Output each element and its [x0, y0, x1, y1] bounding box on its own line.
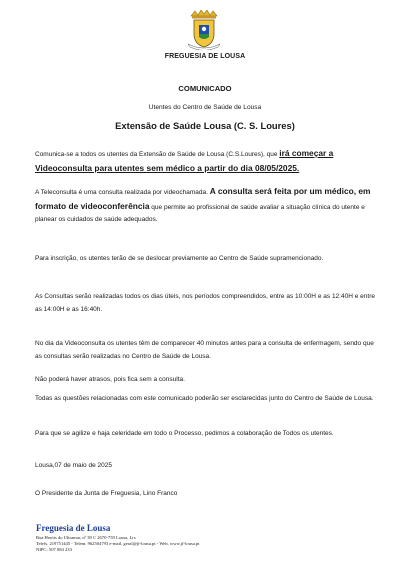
- signature-line: O Presidente da Junta de Freguesia, Lino Franco: [35, 490, 178, 497]
- paragraph-announcement: Comunica-se a todos os utentes da Extensão de Saúde de Lousa (C.S.Loures), que irá começar a Videoconsulta para utentes sem médico a partir do dia 08/05/2025.: [35, 148, 334, 173]
- start-date-highlight: irá começar a Videoconsulta para utentes sem médico a partir do dia 08/05/2025.: [35, 148, 334, 173]
- paragraph-registration: Para inscrição, os utentes terão de se deslocar previamente ao Centro de Saúde supramencionado.: [35, 255, 324, 262]
- document-heading: COMUNICADO: [178, 84, 232, 93]
- footer-contacts: Telefs. 219751445 - Telem. 962504793 e-mail. geral@jf-lousa.pt - Web. www.jf-lousa.pt: [36, 541, 200, 546]
- paragraph-schedule: As Consultas serão realizadas todos os dias úteis, nos períodos compreendidos, entre as 10:00H e as 12:40H e entre as 14:00H e as 16:40h.: [35, 293, 375, 313]
- paragraph-arrival: No dia da Videoconsulta os utentes têm de comparecer 40 minutos antes para a consulta de enfermagem, sendo que as consultas serão realizadas no Centro de Saúde de Lousa.: [35, 340, 374, 360]
- footer-nipc: NIPC: 507 084 233: [36, 547, 72, 552]
- document-subheading: Utentes do Centro de Saúde de Lousa: [148, 104, 262, 111]
- paragraph-collaboration: Para que se agilize e haja celeridade em todo o Processo, pedimos a colaboração de Todos os utentes.: [35, 430, 334, 437]
- paragraph-teleconsulta: A Teleconsulta é uma consulta realizada por videochamada. A consulta será feita por um médico, em formato de videoconferência que permite ao profissional de saúde avaliar a situação clínica do utente e planear os cuidados de saúde adequados.: [35, 186, 371, 224]
- issuer-name: FREGUESIA DE LOUSA: [164, 53, 246, 60]
- footer-organization-name: Freguesia de Lousa: [36, 523, 111, 533]
- date-line: Lousa,07 de maio de 2025: [35, 462, 112, 469]
- paragraph-no-delays: Não poderá haver atrasos, pois fica sem a consulta.: [35, 376, 185, 383]
- coat-of-arms-icon: [187, 10, 221, 50]
- footer-address: Rua Heróis do Ultramar, nº 39 C 2670-759 Lousa, Lrs: [36, 535, 136, 540]
- paragraph-questions: Todas as questões relacionadas com este comunicado poderão ser esclarecidas junto do Centro de Saúde de Lousa.: [35, 395, 374, 402]
- videoconference-highlight: A consulta será feita por um médico, em formato de videoconferência: [35, 186, 371, 211]
- document-subject: Extensão de Saúde Lousa (C. S. Loures): [115, 120, 295, 131]
